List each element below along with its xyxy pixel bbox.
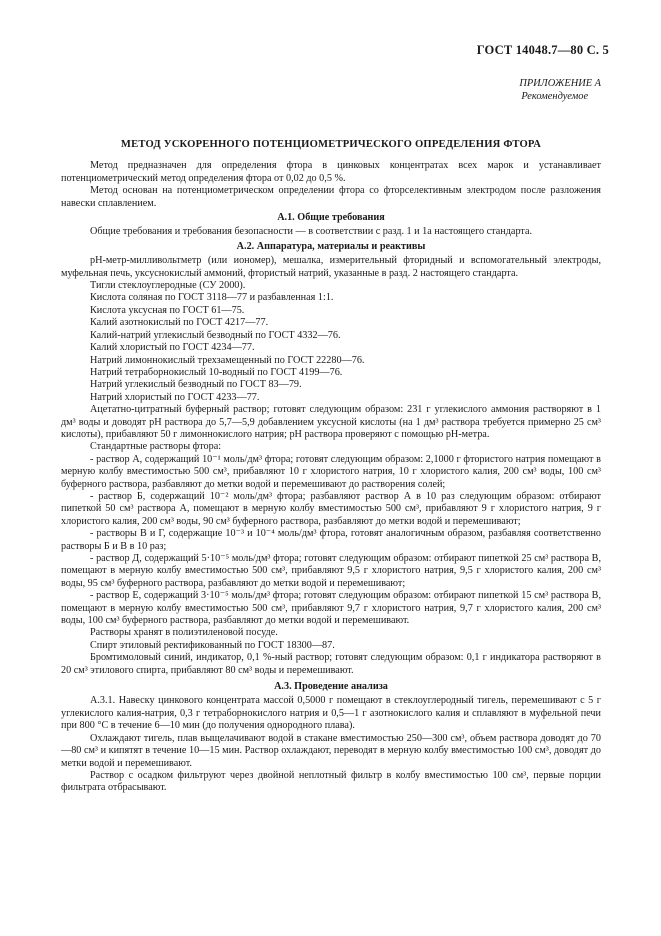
reagent-item: Натрий углекислый безводный по ГОСТ 83—79. — [90, 379, 302, 391]
reagent-item: Тигли стеклоуглеродные (СУ 2000). — [90, 280, 246, 292]
analysis-paragraph-2: Охлаждают тигель, плав выщелачивают водой в стакане вместимостью 250—300 см³, объем раствора доводят до 70—80 см³ и кипятят в течение 10—15 мин. Раствор охлаждают, переводят в мерную колбу вместимостью 100 см³, доводят до метки водой и перемешивают. — [61, 732, 601, 769]
document-body — [61, 139, 601, 795]
standard-solutions-label: Стандартные растворы фтора: — [90, 441, 222, 453]
reagent-item: Калий азотнокислый по ГОСТ 4217—77. — [90, 317, 269, 329]
spirit-item: Спирт этиловый ректификованный по ГОСТ 18300—87. — [90, 639, 335, 651]
section-heading-a3: А.3. Проведение анализа — [274, 681, 388, 693]
solutions-v-g-paragraph: - растворы В и Г, содержащие 10⁻³ и 10⁻⁴ моль/дм³ фтора, готовят аналогичным образом, разбавляя соответственно растворы Б и В в 10 раз; — [61, 528, 601, 552]
reagent-item: Натрий хлористый по ГОСТ 4233—77. — [90, 391, 260, 403]
storage-note: Растворы хранят в полиэтиленовой посуде. — [90, 627, 278, 639]
analysis-paragraph-3: Раствор с осадком фильтруют через двойной неплотный фильтр в колбу вместимостью 100 см³, первые порции фильтрата отбрасывают. — [61, 769, 601, 794]
section-heading-a2: А.2. Аппаратура, материалы и реактивы — [236, 240, 426, 252]
appendix-status: Рекомендуемое — [521, 90, 589, 102]
appendix-label: ПРИЛОЖЕНИЕ А — [519, 78, 601, 89]
solution-b-paragraph: - раствор Б, содержащий 10⁻² моль/дм³ фтора; разбавляют раствор А в 10 раз следующим образом: отбирают пипеткой 50 см³ раствора А, помещают в мерную колбу вместимостью 500 см³, прибавляют 9 г хлористого натрия, 9 г хлористого калия, 200 см³ воды, 90 см³ буферного раствора, разбавляют до метки водой и перемешивают; — [61, 490, 601, 527]
section-a1-text: Общие требования и требования безопасности — в соответствии с разд. 1 и 1а настоящего стандарта. — [90, 226, 533, 238]
reagent-item: Кислота уксусная по ГОСТ 61—75. — [90, 304, 245, 316]
page-header: ГОСТ 14048.7—80 С. 5 — [476, 43, 609, 57]
solution-d-paragraph: - раствор Д, содержащий 5·10⁻⁵ моль/дм³ фтора; готовят следующим образом: отбирают пипеткой 25 см³ раствора В, помещают в мерную колбу вместимостью 500 см³, прибавляют 9,5 г хлористого натрия, 9,5 г хлористого калия, 200 см³ воды, 95 см³ буферного раствора, разбавляют до метки водой и перемешивают; — [61, 553, 601, 589]
equipment-paragraph: рН-метр-милливольтметр (или иономер), мешалка, измерительный фторидный и вспомогательный электроды, муфельная печь, уксуснокислый аммоний, фтористый натрий, указанные в разд. 2 настоящего стандарта. — [61, 255, 601, 279]
indicator-paragraph: Бромтимоловый синий, индикатор, 0,1 %-ный раствор; готовят следующим образом: 0,1 г индикатора растворяют в 20 см³ этилового спирта, прибавляют 80 см³ воды и перемешивают. — [61, 652, 601, 676]
intro-paragraph-1: Метод предназначен для определения фтора в цинковых концентратах всех марок и устанавливает потенциометрический метод определения фтора от 0,02 до 0,5 %. — [61, 160, 601, 184]
analysis-paragraph-1: А.3.1. Навеску цинкового концентрата массой 0,5000 г помещают в стеклоуглеродный тигель, перемешивают с 5 г углекислого калия-натрия, 0,3 г тетраборнокислого натрия и 0,5—1 г азотнокислого калия и сплавляют в муфельной печи при 800 °С в течение 6—10 мин (до получения однородного плава). — [61, 695, 601, 732]
reagent-item: Натрий лимоннокислый трехзамещенный по ГОСТ 22280—76. — [90, 354, 365, 366]
appendix-label-block — [519, 78, 601, 103]
reagent-item: Кислота соляная по ГОСТ 3118—77 и разбавленная 1:1. — [90, 292, 334, 304]
intro-paragraph-2: Метод основан на потенциометрическом определении фтора со фторселективным электродом после разложения навески сплавлением. — [61, 185, 601, 209]
reagent-item: Калий хлористый по ГОСТ 4234—77. — [90, 342, 255, 354]
reagent-item: Калий-натрий углекислый безводный по ГОСТ 4332—76. — [90, 329, 341, 341]
solution-e-paragraph: - раствор Е, содержащий 3·10⁻⁵ моль/дм³ фтора; готовят следующим образом: отбирают пипеткой 15 см³ раствора В, помещают в мерную колбу вместимостью 500 см³, прибавляют 9,7 г хлористого натрия, 9,7 г хлористого калия, 200 см³ воды, 100 см³ буферного раствора, разбавляют до метки водой и перемешивают. — [61, 590, 601, 627]
solution-a-paragraph: - раствор А, содержащий 10⁻¹ моль/дм³ фтора; готовят следующим образом: 2,1000 г фтористого натрия помещают в мерную колбу вместимостью 500 см³, прибавляют 10 г хлористого натрия, 10 г хлористого калия, 200 см³ воды, 100 см³ буферного раствора, разбавляют до метки водой и перемешивают до растворения солей; — [61, 453, 601, 490]
buffer-solution-paragraph: Ацетатно-цитратный буферный раствор; готовят следующим образом: 231 г углекислого аммония растворяют в 1 дм³ воды и доводят рН раствора до 5,7—5,9 добавлением уксусной кислоты (на 1 дм³ раствора требуется примерно 25 см³ кислоты), прибавляют 50 г лимоннокислого натрия; рН раствора проверяют с помощью рН-метра. — [61, 404, 601, 440]
reagent-item: Натрий тетраборнокислый 10-водный по ГОСТ 4199—76. — [90, 366, 343, 378]
document-title: МЕТОД УСКОРЕННОГО ПОТЕНЦИОМЕТРИЧЕСКОГО ОПРЕДЕЛЕНИЯ ФТОРА — [120, 139, 542, 150]
section-heading-a1: А.1. Общие требования — [277, 212, 385, 224]
